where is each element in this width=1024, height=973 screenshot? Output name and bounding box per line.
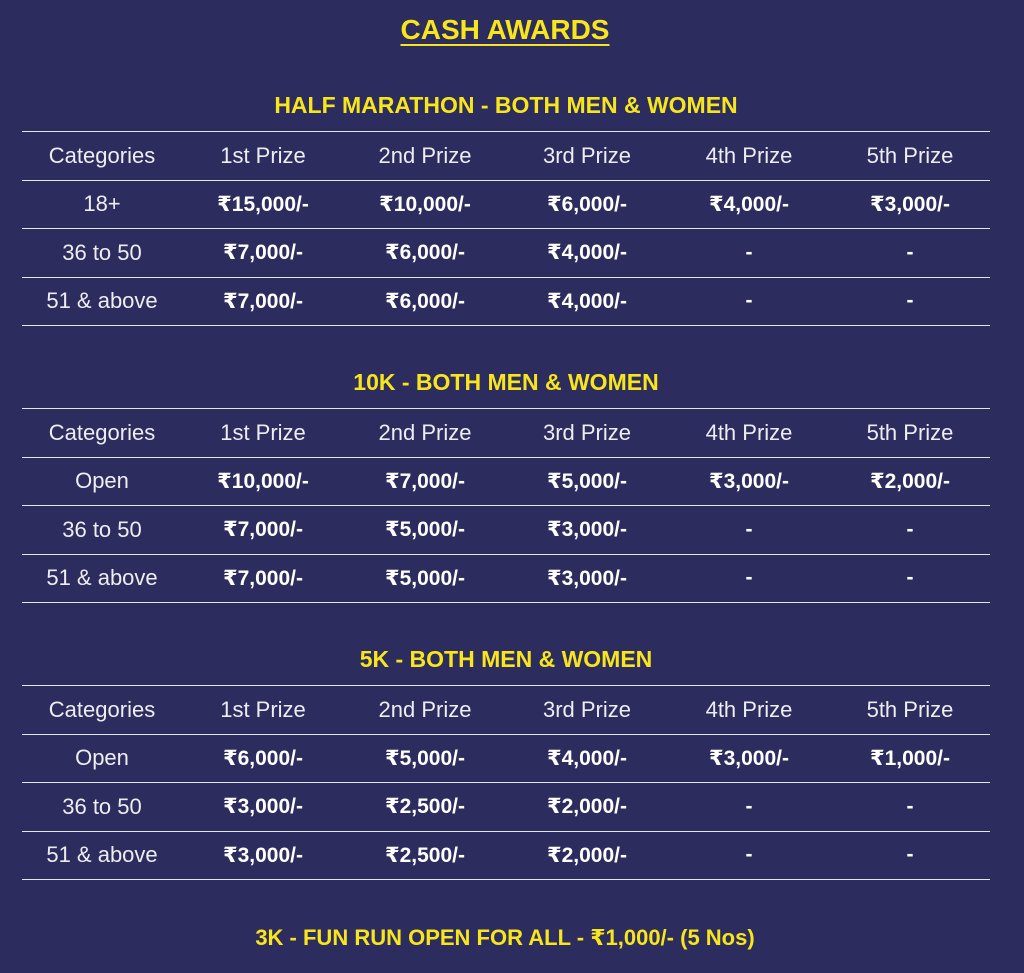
column-header: 1st Prize: [220, 696, 306, 722]
category-cell: 51 & above: [46, 565, 158, 591]
prize-cell: ₹4,000/-: [709, 192, 789, 216]
column-header: 3rd Prize: [542, 696, 632, 722]
prize-cell: -: [745, 240, 753, 264]
prize-cell: -: [745, 566, 753, 590]
column-header: 4th Prize: [705, 696, 793, 722]
category-cell: 51 & above: [46, 288, 158, 314]
prize-cell: -: [745, 843, 753, 867]
prize-cell: -: [906, 843, 914, 867]
half-marathon-section: [22, 91, 990, 326]
table-row: [22, 831, 990, 880]
prize-cell: -: [745, 289, 753, 313]
prize-cell: ₹5,000/-: [385, 566, 465, 590]
prize-cell: ₹3,000/-: [870, 192, 950, 216]
prize-cell: ₹2,500/-: [385, 795, 465, 819]
category-cell: 36 to 50: [62, 516, 142, 542]
prize-cell: ₹7,000/-: [385, 469, 465, 493]
table-row: [22, 734, 990, 783]
column-header: Categories: [48, 419, 156, 445]
prize-cell: ₹5,000/-: [385, 746, 465, 770]
prize-cell: -: [745, 794, 753, 818]
prize-cell: ₹2,000/-: [547, 795, 627, 819]
table-row: [22, 783, 990, 832]
column-header: 2nd Prize: [378, 696, 472, 722]
column-header: 5th Prize: [866, 696, 954, 722]
prize-cell: ₹6,000/-: [385, 241, 465, 265]
column-header: 2nd Prize: [378, 419, 472, 445]
column-header: Categories: [48, 142, 156, 168]
prize-cell: -: [906, 517, 914, 541]
prize-cell: ₹3,000/-: [547, 566, 627, 590]
prize-cell: ₹3,000/-: [709, 746, 789, 770]
prize-cell: ₹2,000/-: [547, 843, 627, 867]
column-header: 5th Prize: [866, 419, 954, 445]
prize-cell: -: [906, 289, 914, 313]
prize-cell: -: [906, 240, 914, 264]
prize-cell: ₹1,000/-: [870, 746, 950, 770]
table-row: [22, 506, 990, 555]
prize-cell: ₹7,000/-: [223, 518, 303, 542]
section-title: 5K - BOTH MEN & WOMEN: [359, 646, 653, 672]
prize-cell: ₹6,000/-: [547, 192, 627, 216]
table-row: [22, 229, 990, 278]
category-cell: 36 to 50: [62, 239, 142, 265]
table-header-row: [22, 686, 990, 735]
prize-cell: ₹2,500/-: [385, 843, 465, 867]
table-row: [22, 277, 990, 326]
prize-cell: ₹10,000/-: [217, 469, 309, 493]
table-row: [22, 457, 990, 506]
column-header: 4th Prize: [705, 419, 793, 445]
category-cell: 51 & above: [46, 842, 158, 868]
category-cell: 18+: [83, 191, 121, 217]
prize-cell: ₹7,000/-: [223, 566, 303, 590]
prize-cell: ₹15,000/-: [217, 192, 309, 216]
prize-cell: -: [745, 517, 753, 541]
table-header-row: [22, 132, 990, 181]
prize-cell: ₹4,000/-: [547, 746, 627, 770]
prize-cell: ₹10,000/-: [379, 192, 471, 216]
fun-run-note: 3K - FUN RUN OPEN FOR ALL - ₹1,000/- (5 Nos): [255, 925, 755, 950]
category-cell: 36 to 50: [62, 793, 142, 819]
prize-cell: ₹3,000/-: [223, 843, 303, 867]
category-cell: Open: [75, 468, 129, 494]
column-header: 3rd Prize: [542, 419, 632, 445]
prize-cell: -: [906, 794, 914, 818]
prize-cell: ₹6,000/-: [385, 289, 465, 313]
column-header: 2nd Prize: [378, 142, 472, 168]
column-header: Categories: [48, 696, 156, 722]
column-header: 1st Prize: [220, 142, 306, 168]
prize-cell: ₹7,000/-: [223, 241, 303, 265]
table-row: [22, 180, 990, 229]
column-header: 1st Prize: [220, 419, 306, 445]
prize-cell: ₹7,000/-: [223, 289, 303, 313]
section-title: HALF MARATHON - BOTH MEN & WOMEN: [274, 92, 738, 118]
category-cell: Open: [75, 745, 129, 771]
prize-cell: ₹4,000/-: [547, 241, 627, 265]
prize-cell: ₹3,000/-: [223, 795, 303, 819]
prize-cell: ₹5,000/-: [547, 469, 627, 493]
column-header: 3rd Prize: [542, 142, 632, 168]
page-title: CASH AWARDS: [400, 14, 610, 45]
table-row: [22, 554, 990, 603]
prize-table: [22, 131, 990, 326]
prize-cell: ₹2,000/-: [870, 469, 950, 493]
prize-table: [22, 408, 990, 603]
prize-cell: ₹3,000/-: [709, 469, 789, 493]
column-header: 4th Prize: [705, 142, 793, 168]
prize-cell: ₹3,000/-: [547, 518, 627, 542]
10k-section: [22, 368, 990, 603]
prize-table: [22, 685, 990, 880]
section-title: 10K - BOTH MEN & WOMEN: [353, 369, 659, 395]
column-header: 5th Prize: [866, 142, 954, 168]
table-header-row: [22, 409, 990, 458]
prize-cell: ₹4,000/-: [547, 289, 627, 313]
5k-section: [22, 645, 990, 880]
prize-cell: ₹6,000/-: [223, 746, 303, 770]
prize-cell: ₹5,000/-: [385, 518, 465, 542]
prize-cell: -: [906, 566, 914, 590]
